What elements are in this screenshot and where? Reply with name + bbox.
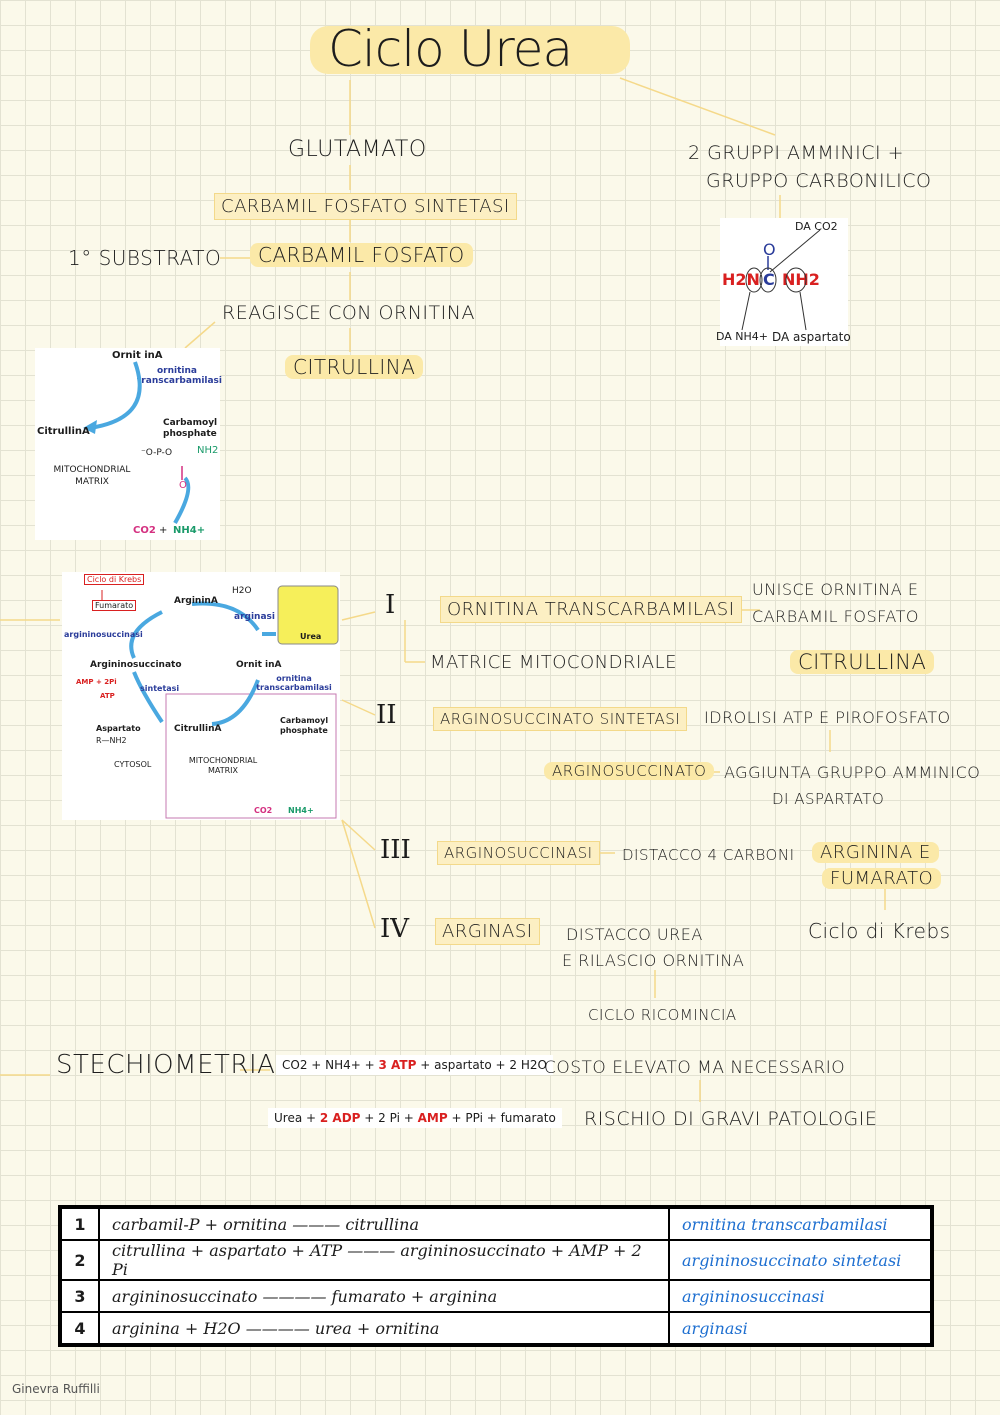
row-enzyme: arginasi: [669, 1312, 932, 1345]
step-iii-roman: III: [380, 835, 411, 865]
eq1-a: CO2 + NH4+ +: [282, 1058, 375, 1072]
citrullina-label: CITRULLINA: [285, 355, 423, 379]
title-text: Ciclo Urea: [328, 20, 573, 78]
row-number: 4: [60, 1312, 99, 1345]
row-reaction: arginina + H2O ———— urea + ornitina: [99, 1312, 669, 1345]
row-reaction: citrullina + aspartato + ATP ——— argininosuccinato + AMP + 2 Pi: [99, 1240, 669, 1280]
step-iv-roman: IV: [380, 914, 410, 944]
row-number: 1: [60, 1207, 99, 1240]
diagram-ciclo: [62, 572, 340, 820]
table-row: [60, 1240, 932, 1280]
step-ii-enzyme: ARGINOSUCCINATO SINTETASI: [433, 707, 687, 731]
d2-argininosuccinato: Argininosuccinato: [90, 660, 182, 670]
d2-co2: CO2: [254, 806, 273, 815]
d1-o: O: [179, 480, 187, 491]
row-number: 3: [60, 1280, 99, 1312]
d2-urea: Urea: [300, 632, 322, 641]
formula-c: C: [763, 270, 775, 289]
da-co2: DA CO2: [795, 220, 838, 233]
d2-otc: ornitina transcarbamilasi: [256, 674, 332, 692]
d2-sintetasi: sintetasi: [140, 684, 180, 693]
d2-ornitina: Ornit inA: [236, 660, 282, 670]
urea-formula-box: [716, 218, 851, 346]
carbamil-fosfato: CARBAMIL FOSFATO: [250, 243, 473, 267]
d1-plus: +: [159, 525, 168, 536]
title: [310, 20, 650, 82]
d1-carbamoyl: Carbamoyl phosphate: [163, 418, 218, 439]
step-iii-enzyme: ARGINOSUCCINASI: [437, 841, 600, 865]
step-iv-enzyme: ARGINASI: [435, 918, 540, 945]
step-iv-desc2: E RILASCIO ORNITINA: [562, 951, 745, 970]
step-i-product: CITRULLINA: [790, 650, 934, 674]
table-row: [60, 1280, 932, 1312]
step-ii-product-desc2: DI ASPARTATO: [772, 790, 885, 808]
table-row: [60, 1207, 932, 1240]
d2-cytosol: CYTOSOL: [114, 760, 152, 769]
diagram-ornitina: [35, 348, 223, 540]
formula-o: O: [763, 240, 776, 259]
reagisce: REAGISCE CON ORNITINA: [222, 302, 475, 324]
da-aspartato: DA aspartato: [772, 330, 851, 344]
d2-atp: ATP: [100, 692, 115, 700]
rischio: RISCHIO DI GRAVI PATOLOGIE: [584, 1108, 878, 1130]
d2-argininosuccinasi: argininosuccinasi: [64, 630, 143, 639]
ciclo-ricomincia: CICLO RICOMINCIA: [588, 1006, 737, 1024]
d2-h2o: H2O: [232, 586, 252, 596]
d2-citrullina: CitrullinA: [174, 724, 222, 734]
row-enzyme: argininosuccinasi: [669, 1280, 932, 1312]
step-iii-product1: ARGININA E: [812, 842, 939, 863]
eq2-c: + PPi + fumarato: [451, 1111, 556, 1125]
step-ii-roman: II: [376, 700, 397, 730]
row-number: 2: [60, 1240, 99, 1280]
d2-nh4: NH4+: [288, 806, 314, 815]
eq2-amp: AMP: [417, 1111, 448, 1125]
summary-table: [58, 1205, 934, 1347]
formula-right: NH2: [782, 270, 820, 289]
gruppo-carbonilico: GRUPPO CARBONILICO: [706, 170, 932, 192]
step-iv-desc1: DISTACCO UREA: [566, 925, 703, 944]
d1-nh2: NH2: [197, 445, 219, 456]
d2-arginina: ArgininA: [174, 596, 218, 606]
d1-ornitina: Ornit inA: [112, 350, 163, 361]
d2-amp: AMP + 2Pi: [76, 678, 117, 686]
gruppi-amminici: 2 GRUPPI AMMINICI +: [688, 142, 905, 164]
step-ii-desc: IDROLISI ATP E PIROFOSFATO: [704, 708, 951, 727]
author: Ginevra Ruffilli: [12, 1382, 100, 1396]
step-ii-product: ARGINOSUCCINATO: [544, 762, 714, 780]
d2-matrix: MITOCHONDRIAL MATRIX: [188, 756, 258, 775]
eq1-b: + aspartato + 2 H2O: [420, 1058, 547, 1072]
row-reaction: argininosuccinato ———— fumarato + arginina: [99, 1280, 669, 1312]
d1-nh4: NH4+: [173, 525, 206, 536]
primo-substrato: 1° SUBSTRATO: [68, 246, 222, 270]
step-iii-product2: FUMARATO: [822, 868, 941, 889]
cps-enzyme: CARBAMIL FOSFATO SINTETASI: [214, 193, 517, 220]
table-row: [60, 1312, 932, 1345]
eq2-adp: 2 ADP: [319, 1111, 361, 1125]
d2-krebs: Ciclo di Krebs: [84, 574, 144, 585]
equation-1: [276, 1055, 553, 1075]
step-iv-krebs: Ciclo di Krebs: [808, 919, 951, 943]
step-i-place: MATRICE MITOCONDRIALE: [430, 652, 678, 673]
d1-arrows: [35, 348, 223, 540]
d1-enzyme: ornitina transcarbamilasi: [137, 366, 223, 386]
row-enzyme: argininosuccinato sintetasi: [669, 1240, 932, 1280]
d2-aspartato: Aspartato: [96, 724, 141, 733]
step-ii-product-desc1: AGGIUNTA GRUPPO AMMINICO: [724, 763, 981, 782]
eq2-b: + 2 Pi +: [364, 1111, 414, 1125]
eq1-atp: 3 ATP: [378, 1058, 417, 1072]
eq2-a: Urea +: [274, 1111, 317, 1125]
d1-citrullina: CitrullinA: [37, 426, 90, 437]
d1-co2: CO2: [133, 525, 156, 536]
formula-bonds: [720, 218, 848, 346]
d1-phosphate: ⁻O-P-O: [141, 448, 173, 458]
step-i-desc-text: UNISCE ORNITINA E CARBAMIL FOSFATO: [752, 580, 919, 626]
d2-fumarato: Fumarato: [92, 600, 136, 611]
row-enzyme: ornitina transcarbamilasi: [669, 1207, 932, 1240]
row-reaction: carbamil-P + ornitina ——— citrullina: [99, 1207, 669, 1240]
step-iii-desc: DISTACCO 4 CARBONI: [622, 846, 795, 864]
step-i-enzyme: ORNITINA TRANSCARBAMILASI: [440, 596, 742, 623]
formula-left: H2N: [722, 270, 760, 289]
step-i-roman: I: [385, 590, 396, 620]
d1-matrix: MITOCHONDRIAL MATRIX: [53, 465, 131, 487]
equation-2: [268, 1108, 562, 1128]
glutamato: GLUTAMATO: [288, 137, 427, 162]
step-i-desc: [752, 576, 952, 630]
costo: COSTO ELEVATO MA NECESSARIO: [544, 1058, 846, 1078]
stechiometria-label: STECHIOMETRIA: [56, 1050, 276, 1080]
d2-r-nh2: R—NH2: [96, 736, 127, 745]
d2-arginasi: arginasi: [234, 612, 275, 622]
da-nh4: DA NH4+: [716, 330, 769, 343]
d2-carbamoyl: Carbamoyl phosphate: [280, 716, 329, 735]
